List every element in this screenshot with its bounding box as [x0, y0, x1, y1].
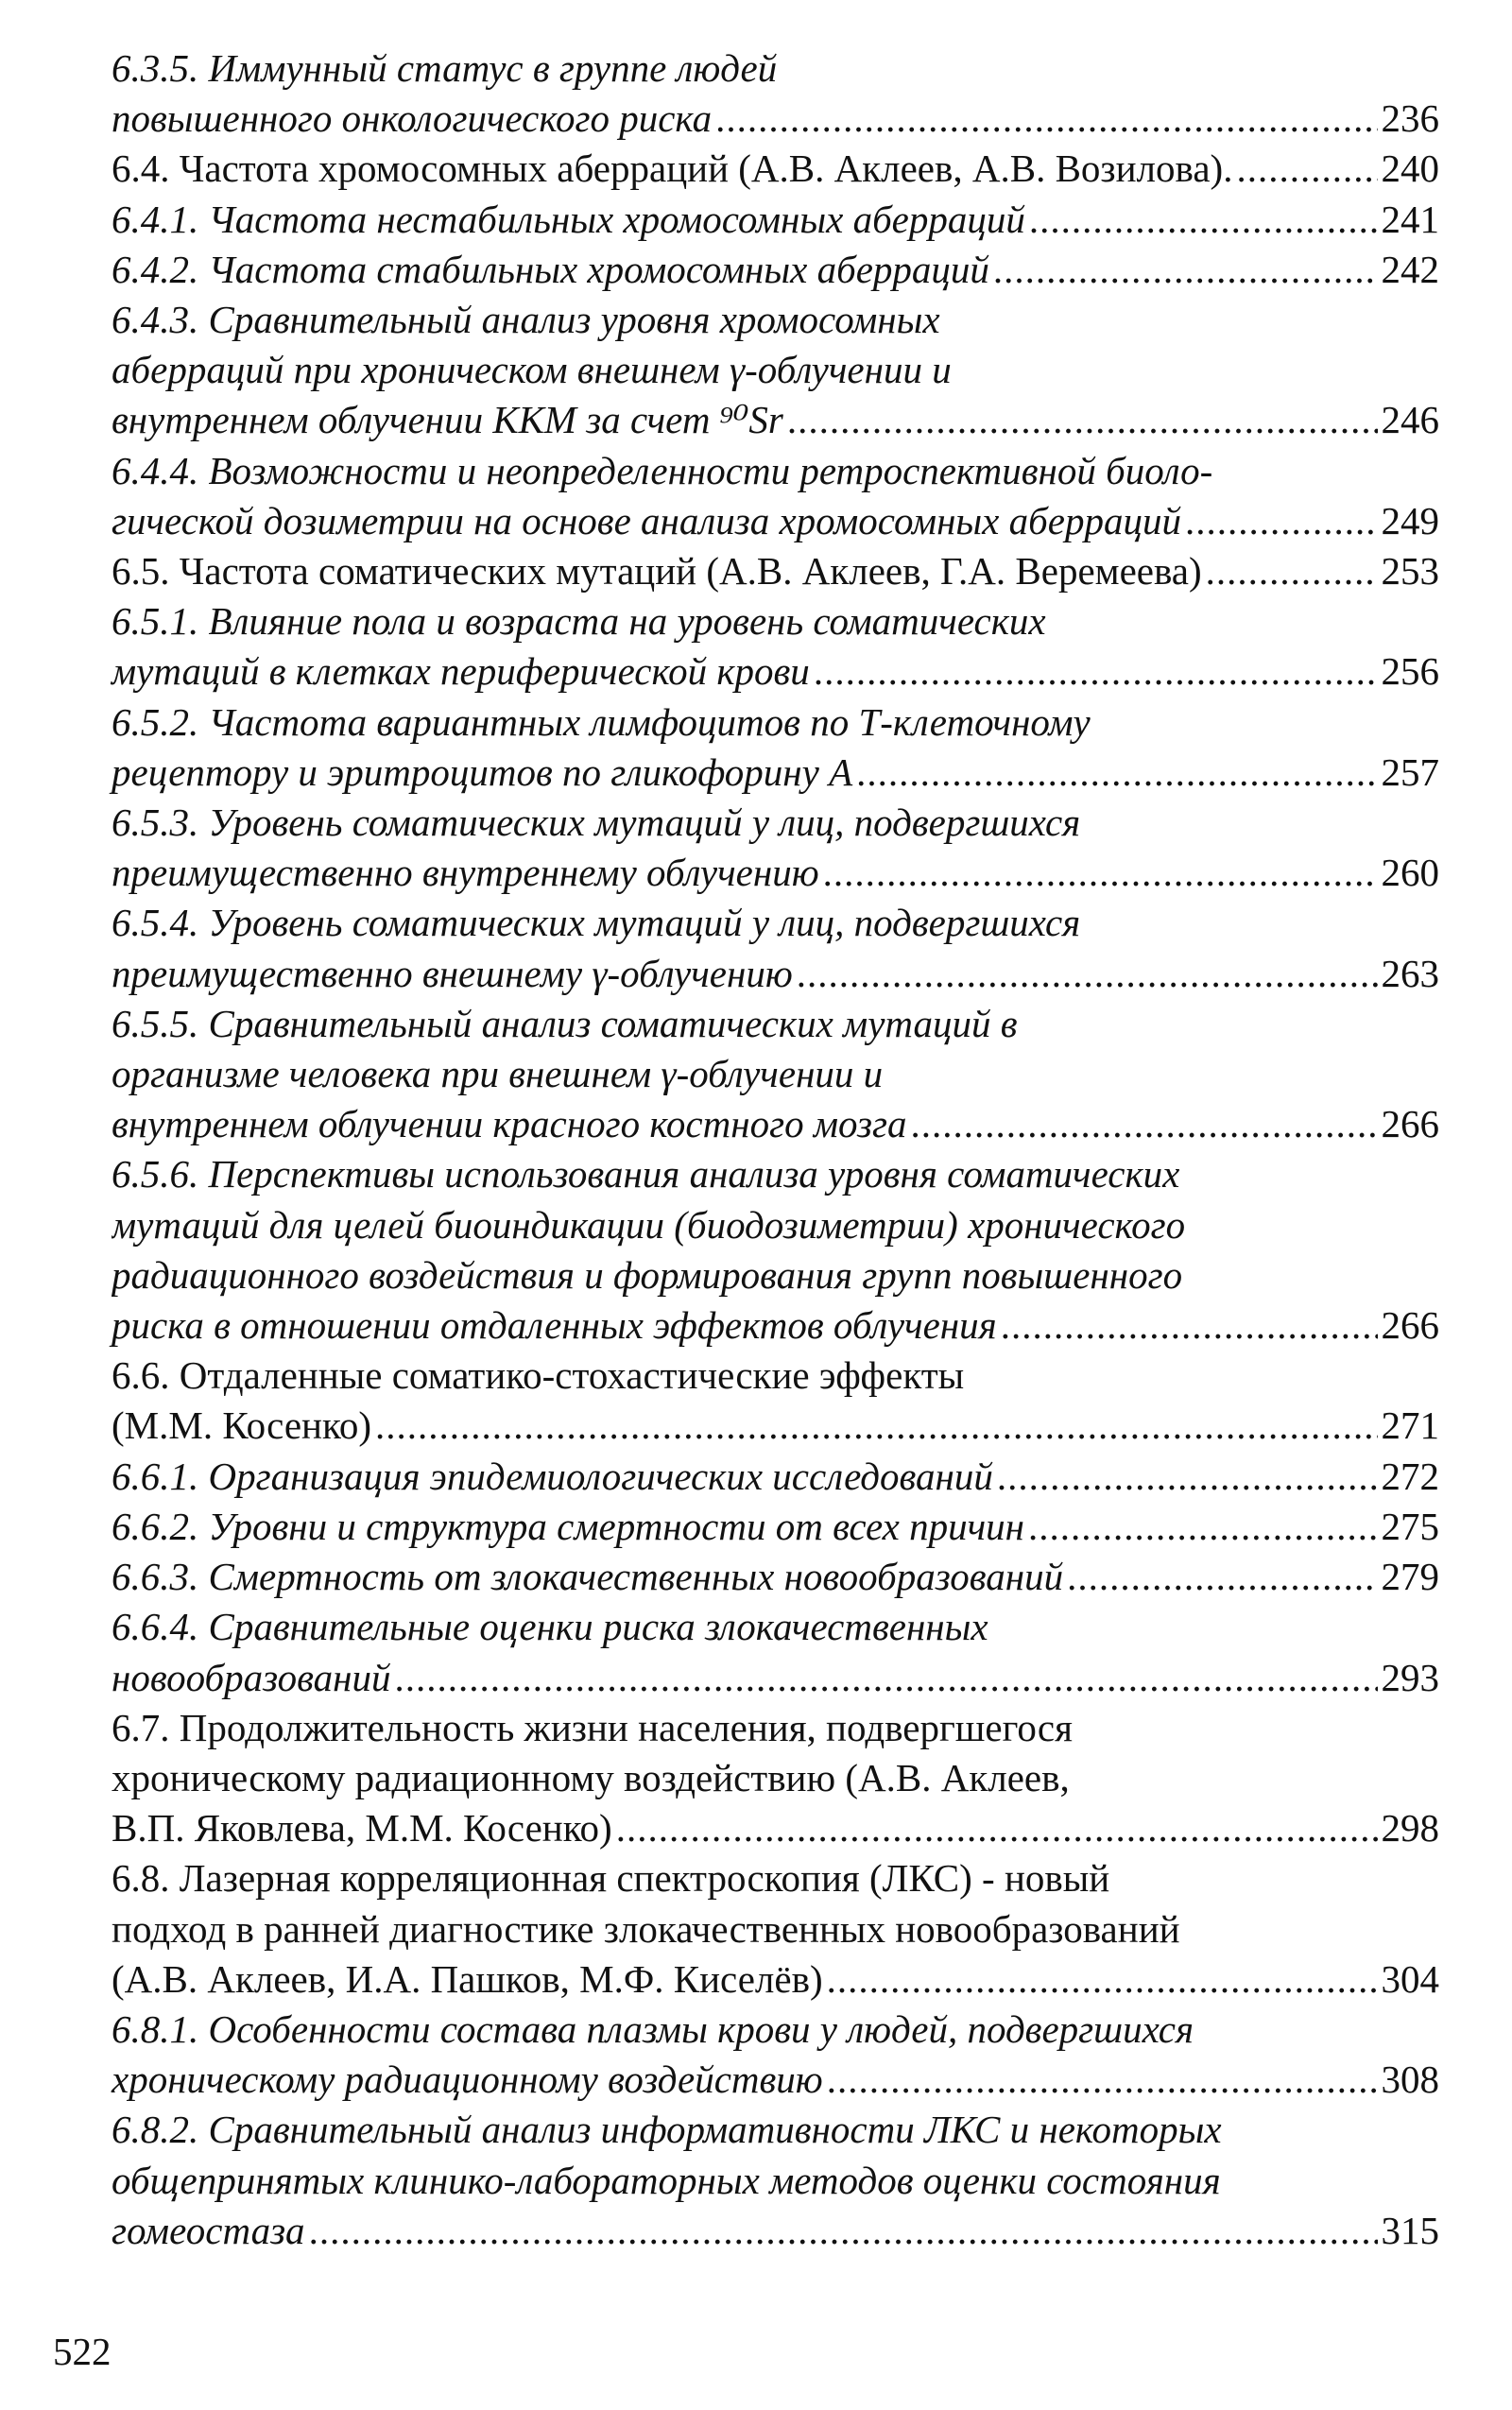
- toc-entry-title: внутреннем облучении красного костного мозга: [112, 1102, 907, 1146]
- toc-page-number: 242: [1381, 247, 1439, 291]
- toc-entry-title: 6.4.1. Частота нестабильных хромосомных аберраций: [112, 197, 1025, 241]
- toc-entry: [112, 2005, 1439, 2105]
- toc-entry-title: внутреннем облучении ККМ за счет ⁹⁰Sr: [112, 398, 783, 442]
- toc-entry-line: 6.7. Продолжительность жизни населения, подвергшегося: [112, 1705, 1073, 1749]
- toc-entry: [112, 697, 1439, 798]
- toc-entry-final-line: [112, 848, 1439, 898]
- dot-leader: [1067, 1552, 1377, 1602]
- toc-entry-final-line: [112, 496, 1439, 546]
- toc-entry-line: 6.8. Лазерная корреляционная спектроскопия (ЛКС) - новый: [112, 1856, 1110, 1901]
- toc-page-number: 293: [1381, 1655, 1439, 1699]
- toc-entry-line: 6.6.4. Сравнительные оценки риска злокачественных: [112, 1605, 988, 1649]
- toc-entry-final-line: [112, 1954, 1439, 2005]
- toc-entry-line: 6.5.1. Влияние пола и возраста на уровень соматических: [112, 599, 1046, 644]
- toc-page-number: 246: [1381, 398, 1439, 442]
- toc-page-number: 298: [1381, 1806, 1439, 1851]
- toc-entry-line: хроническому радиационному воздействию (А.В. Аклеев,: [112, 1755, 1070, 1799]
- dot-leader: [1206, 546, 1378, 596]
- toc-entry-final-line: [112, 395, 1439, 445]
- dot-leader: [997, 1452, 1378, 1502]
- toc-entry-final-line: [112, 1099, 1439, 1149]
- toc-entry: [112, 1502, 1439, 1552]
- toc-entry-title: гической дозиметрии на основе анализа хромосомных аберраций: [112, 498, 1181, 542]
- toc-page-number: 308: [1381, 2057, 1439, 2102]
- toc-entry-final-line: [112, 2055, 1439, 2105]
- toc-page-number: 266: [1381, 1102, 1439, 1146]
- toc-entry: [112, 1149, 1439, 1351]
- toc-entry-line: радиационного воздействия и формирования групп повышенного: [112, 1252, 1183, 1297]
- toc-entry-title: 6.4.2. Частота стабильных хромосомных аберраций: [112, 247, 989, 291]
- toc-entry-final-line: [112, 1653, 1439, 1703]
- toc-entry-line: общепринятых клинико-лабораторных методов оценки состояния: [112, 2158, 1221, 2202]
- toc-entry: [112, 43, 1439, 144]
- toc-page-number: 275: [1381, 1504, 1439, 1548]
- toc-entry-final-line: [112, 1803, 1439, 1853]
- toc-entry-line: 6.5.6. Перспективы использования анализа уровня соматических: [112, 1152, 1180, 1196]
- toc-entry-line: 6.8.1. Особенности состава плазмы крови у людей, подвергшихся: [112, 2006, 1194, 2051]
- toc-entry-title: повышенного онкологического риска: [112, 96, 713, 141]
- toc-entry-title: гомеостаза: [112, 2208, 305, 2252]
- toc-entry-title: (М.М. Косенко): [112, 1403, 371, 1448]
- toc-page-number: 279: [1381, 1555, 1439, 1599]
- toc-entry: [112, 195, 1439, 245]
- toc-entry: [112, 1452, 1439, 1502]
- toc-entry-title: 6.6.2. Уровни и структура смертности от всех причин: [112, 1504, 1024, 1548]
- toc-entry-line: 6.4.3. Сравнительный анализ уровня хромосомных: [112, 298, 940, 342]
- toc-page-number: 272: [1381, 1454, 1439, 1498]
- toc-entry: [112, 1602, 1439, 1702]
- toc-page-number: 257: [1381, 749, 1439, 794]
- toc-entry-title: 6.6.3. Смертность от злокачественных новообразований: [112, 1555, 1064, 1599]
- toc-entry: [112, 898, 1439, 998]
- toc-entry: [112, 1552, 1439, 1602]
- dot-leader: [375, 1401, 1378, 1451]
- toc-entry-final-line: [112, 1401, 1439, 1451]
- toc-entry-title: В.П. Яковлева, М.М. Косенко): [112, 1806, 612, 1851]
- toc-entry-line: мутаций для целей биоиндикации (биодозиметрии) хронического: [112, 1202, 1186, 1247]
- toc-entry-title: преимущественно внешнему γ-облучению: [112, 951, 793, 995]
- toc-page-number: 256: [1381, 649, 1439, 694]
- toc-page-number: 304: [1381, 1956, 1439, 2001]
- toc-entry-final-line: [112, 949, 1439, 999]
- dot-leader: [993, 245, 1378, 295]
- toc-entry-title: 6.4. Частота хромосомных аберраций (А.В. Аклеев, А.В. Возилова).: [112, 146, 1233, 191]
- toc-page-number: 271: [1381, 1403, 1439, 1448]
- toc-entry-final-line: [112, 94, 1439, 144]
- dot-leader: [309, 2206, 1378, 2256]
- dot-leader: [1236, 144, 1377, 194]
- toc-page-number: 236: [1381, 96, 1439, 141]
- toc-entry-title: преимущественно внутреннему облучению: [112, 851, 819, 895]
- toc-entry-final-line: [112, 1502, 1439, 1552]
- toc-entry-line: 6.3.5. Иммунный статус в группе людей: [112, 46, 778, 90]
- toc-entry-final-line: [112, 1552, 1439, 1602]
- toc-page-number: 260: [1381, 851, 1439, 895]
- dot-leader: [797, 949, 1378, 999]
- page-number: 522: [53, 2330, 112, 2373]
- dot-leader: [827, 1954, 1378, 2005]
- toc-entry: [112, 999, 1439, 1150]
- toc-entry: [112, 144, 1439, 194]
- toc-entry-final-line: [112, 245, 1439, 295]
- toc-page-number: 263: [1381, 951, 1439, 995]
- dot-leader: [787, 395, 1378, 445]
- toc-entry-title: 6.5. Частота соматических мутаций (А.В. Аклеев, Г.А. Веремеева): [112, 549, 1202, 594]
- toc-entry-line: 6.5.4. Уровень соматических мутаций у лиц, подвергшихся: [112, 901, 1081, 945]
- toc-page-number: 241: [1381, 197, 1439, 241]
- dot-leader: [1185, 496, 1378, 546]
- dot-leader: [827, 2055, 1378, 2105]
- dot-leader: [395, 1653, 1378, 1703]
- dot-leader: [616, 1803, 1378, 1853]
- toc-page-number: 266: [1381, 1303, 1439, 1348]
- toc-entry-final-line: [112, 195, 1439, 245]
- toc-entry-line: подход в ранней диагностике злокачественных новообразований: [112, 1906, 1180, 1951]
- toc-entry-final-line: [112, 1452, 1439, 1502]
- toc-entry-final-line: [112, 646, 1439, 697]
- dot-leader: [715, 94, 1377, 144]
- toc-entry-title: новообразований: [112, 1655, 391, 1699]
- toc-entry-line: организме человека при внешнем γ-облучении и: [112, 1052, 884, 1096]
- toc-entry: [112, 295, 1439, 446]
- dot-leader: [1028, 1502, 1378, 1552]
- toc-entry: [112, 245, 1439, 295]
- toc-entry-final-line: [112, 748, 1439, 798]
- toc-entry: [112, 2105, 1439, 2256]
- toc-entry: [112, 798, 1439, 898]
- toc-entry-final-line: [112, 144, 1439, 194]
- toc-page-number: 240: [1381, 146, 1439, 191]
- toc-entry-final-line: [112, 1300, 1439, 1351]
- dot-leader: [814, 646, 1378, 697]
- dot-leader: [910, 1099, 1377, 1149]
- dot-leader: [823, 848, 1378, 898]
- toc-page-number: 315: [1381, 2208, 1439, 2252]
- toc-entry: [112, 596, 1439, 697]
- toc-entry: [112, 446, 1439, 546]
- toc-entry: [112, 1703, 1439, 1854]
- toc-entry-line: аберраций при хроническом внешнем γ-облучении и: [112, 348, 952, 392]
- dot-leader: [856, 748, 1377, 798]
- toc-entry-line: 6.5.5. Сравнительный анализ соматических мутаций в: [112, 1001, 1018, 1045]
- toc-entry: [112, 1853, 1439, 2005]
- dot-leader: [1029, 195, 1378, 245]
- toc-entry-title: рецептору и эритроцитов по гликофорину А: [112, 749, 853, 794]
- toc-entry-final-line: [112, 546, 1439, 596]
- toc-page-number: 249: [1381, 498, 1439, 542]
- toc-entry-title: риска в отношении отдаленных эффектов облучения: [112, 1303, 997, 1348]
- dot-leader: [1001, 1300, 1378, 1351]
- toc-entry: [112, 1351, 1439, 1451]
- toc-entry-line: 6.4.4. Возможности и неопределенности ретроспективной биоло-: [112, 448, 1213, 492]
- toc-entry-line: 6.6. Отдаленные соматико-стохастические эффекты: [112, 1353, 965, 1398]
- toc-entry-line: 6.5.2. Частота вариантных лимфоцитов по Т-клеточному: [112, 699, 1091, 744]
- toc-entry-title: 6.6.1. Организация эпидемиологических исследований: [112, 1454, 993, 1498]
- table-of-contents: [112, 43, 1439, 2256]
- toc-entry-title: (А.В. Аклеев, И.А. Пашков, М.Ф. Киселёв): [112, 1956, 823, 2001]
- toc-entry-line: 6.8.2. Сравнительный анализ информативности ЛКС и некоторых: [112, 2108, 1222, 2152]
- toc-entry-title: мутаций в клетках периферической крови: [112, 649, 810, 694]
- toc-entry-title: хроническому радиационному воздействию: [112, 2057, 823, 2102]
- toc-entry-line: 6.5.3. Уровень соматических мутаций у лиц, подвергшихся: [112, 800, 1081, 845]
- toc-entry-final-line: [112, 2206, 1439, 2256]
- toc-entry: [112, 546, 1439, 596]
- toc-page-number: 253: [1381, 549, 1439, 594]
